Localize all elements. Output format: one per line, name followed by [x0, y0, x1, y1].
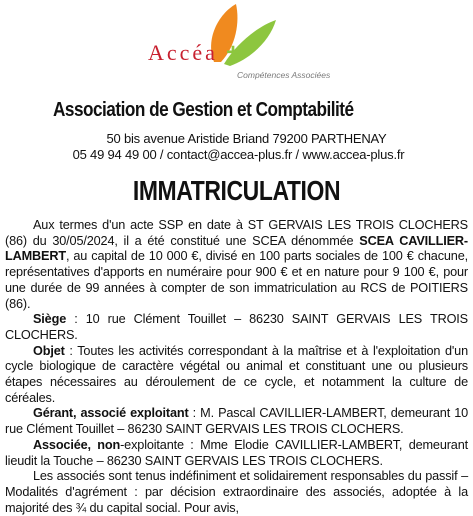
notice-body [5, 218, 468, 516]
paragraph-associee: Associée, non-exploitante : Mme Elodie CAVILLIER-LAMBERT, demeurant lieudit la Touche – 86230 SAINT GERVAIS LES TROIS CLOCHERS. [5, 437, 468, 468]
company-name: SCEA CAVILLIER-LAMBERT [5, 233, 468, 264]
document-title: IMMATRICULATION [132, 175, 341, 206]
association-title: Association de Gestion et Comptabilité [53, 99, 354, 121]
brand-tagline: Compétences Associées [237, 70, 331, 80]
paragraph-responsabilite: Les associés sont tenus indéfiniment et solidairement responsables du passif – Modalités d'agrément : par décision extraordinaire des associés, adoptée à la majorité des ¾ du capital social. Pour avis, [5, 469, 468, 515]
brand-plus: + [226, 39, 241, 66]
paragraph-gerant: Gérant, associé exploitant : M. Pascal CAVILLIER-LAMBERT, demeurant 10 rue Clément Touillet – 86230 SAINT GERVAIS LES TROIS CLOCHERS. [5, 406, 469, 437]
accea-logo [0, 0, 473, 95]
brand-text: Accéa [148, 40, 218, 65]
accea-logo-graphic [0, 0, 473, 95]
paragraph-siege: Siège : 10 rue Clément Touillet – 86230 SAINT GERVAIS LES TROIS CLOCHERS. [5, 312, 468, 342]
paragraph-objet: Objet : Toutes les activités correspondant à la maîtrise et à l'exploitation d'un cycle biologique de caractère végétal ou animal et constituant une ou plusieurs étapes nécessaires au déroulement de ce cycle, et notamment la culture de céréales. [5, 343, 468, 405]
contact-line: 05 49 94 49 00 / contact@accea-plus.fr / www.accea-plus.fr [72, 147, 405, 162]
paragraph-constitution: Aux termes d'un acte SSP en date à ST GERVAIS LES TROIS CLOCHERS (86) du 30/05/2024, il a été constitué une SCEA dénommée SCEA CAVILLIER-LAMBERT, au capital de 10 000 €, divisé en 100 parts sociales de 100 € chacune, représentatives d'apports en numéraire pour 900 € et en nature pour 9 100 €, pour une durée de 99 années à compter de son immatriculation au RCS de POITIERS (86). [5, 218, 468, 311]
address-line: 50 bis avenue Aristide Briand 79200 PARTHENAY [106, 131, 387, 146]
